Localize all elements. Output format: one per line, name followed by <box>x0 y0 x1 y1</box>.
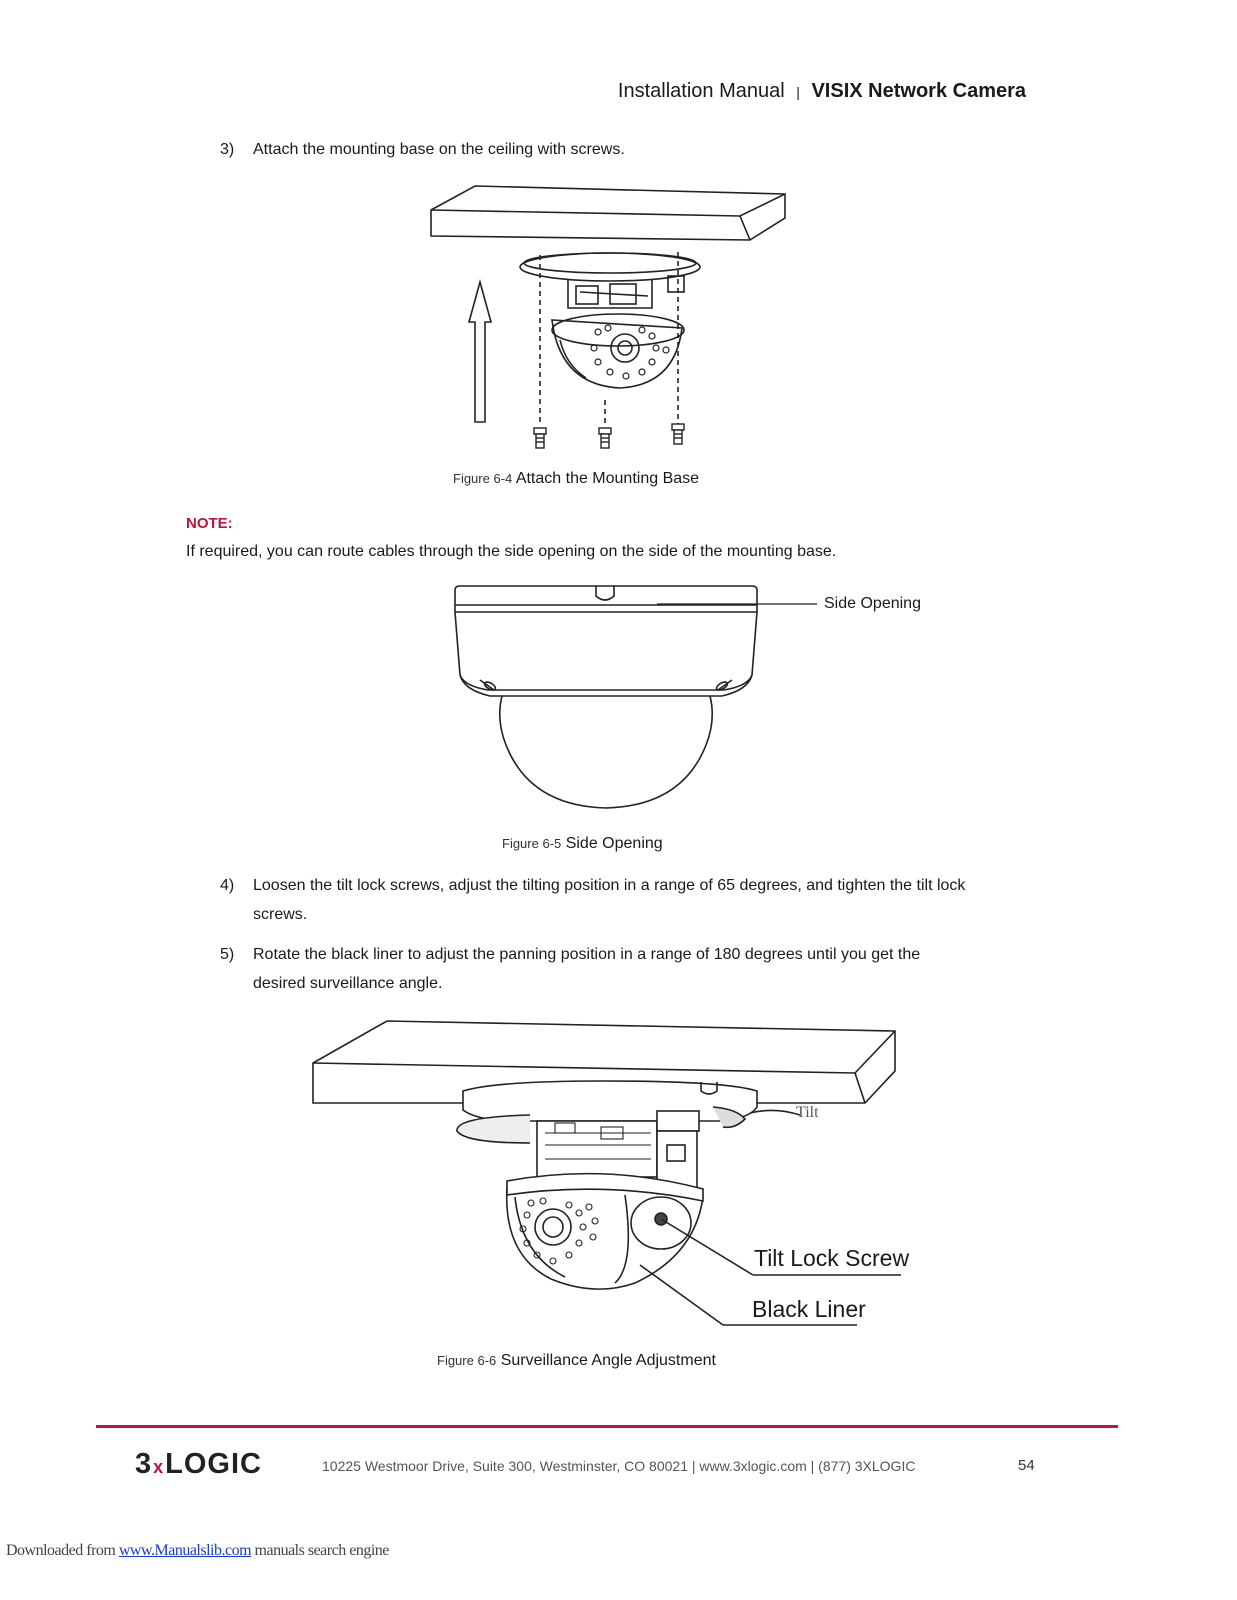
step-text: Loosen the tilt lock screws, adjust the tilting position in a range of 65 degrees, and tighten the tilt lock <box>253 877 966 894</box>
product-name: VISIX Network Camera <box>811 80 1026 102</box>
figure-label: Figure 6-6 <box>437 1353 497 1368</box>
note-text: If required, you can route cables through the side opening on the side of the mounting base. <box>186 543 837 560</box>
tilt-callout: Tilt <box>796 1104 819 1121</box>
step-number: 5) <box>220 946 235 963</box>
step-text: Rotate the black liner to adjust the panning position in a range of 180 degrees until you get the <box>253 946 921 963</box>
side-opening-leader <box>655 598 820 610</box>
figure-6-4-caption <box>453 470 699 488</box>
step-text-line-2: desired surveillance angle. <box>253 975 443 992</box>
figure-title: Side Opening <box>565 835 663 852</box>
step-4 <box>220 871 1060 931</box>
page-header <box>618 80 1026 103</box>
step-text: Attach the mounting base on the ceiling with screws. <box>253 141 625 158</box>
figure-6-6-caption <box>437 1352 716 1370</box>
footer-address: 10225 Westmoor Drive, Suite 300, Westminster, CO 80021 | www.3xlogic.com | (877) 3XLOGIC <box>322 1458 916 1474</box>
figure-label: Figure 6-4 <box>453 471 513 486</box>
black-liner-callout: Black Liner <box>752 1296 866 1322</box>
page-number: 54 <box>1018 1457 1035 1474</box>
step-text-line-2: screws. <box>253 906 308 923</box>
tilt-lock-screw-callout: Tilt Lock Screw <box>754 1245 910 1271</box>
step-5 <box>220 940 1060 1000</box>
figure-title: Attach the Mounting Base <box>515 470 700 487</box>
step-number: 4) <box>220 877 235 894</box>
doc-title: Installation Manual <box>617 80 785 102</box>
step-3 <box>220 135 1040 165</box>
note-label: NOTE: <box>186 515 233 532</box>
figure-title: Surveillance Angle Adjustment <box>500 1352 716 1369</box>
side-opening-callout: Side Opening <box>824 595 921 612</box>
header-separator: | <box>796 84 800 100</box>
download-suffix: manuals search engine <box>254 1542 389 1559</box>
footer-rule <box>96 1425 1118 1428</box>
figure-6-5-caption <box>502 835 663 853</box>
download-banner <box>6 1542 389 1560</box>
download-prefix: Downloaded from <box>6 1542 116 1559</box>
manualslib-link[interactable]: www.Manualslib.com <box>118 1542 252 1559</box>
figure-6-5-illustration <box>450 580 770 820</box>
step-number: 3) <box>220 141 235 158</box>
figure-6-4-illustration <box>420 180 800 460</box>
company-logo: 3xLOGIC <box>135 1448 262 1480</box>
figure-label: Figure 6-5 <box>502 836 562 851</box>
